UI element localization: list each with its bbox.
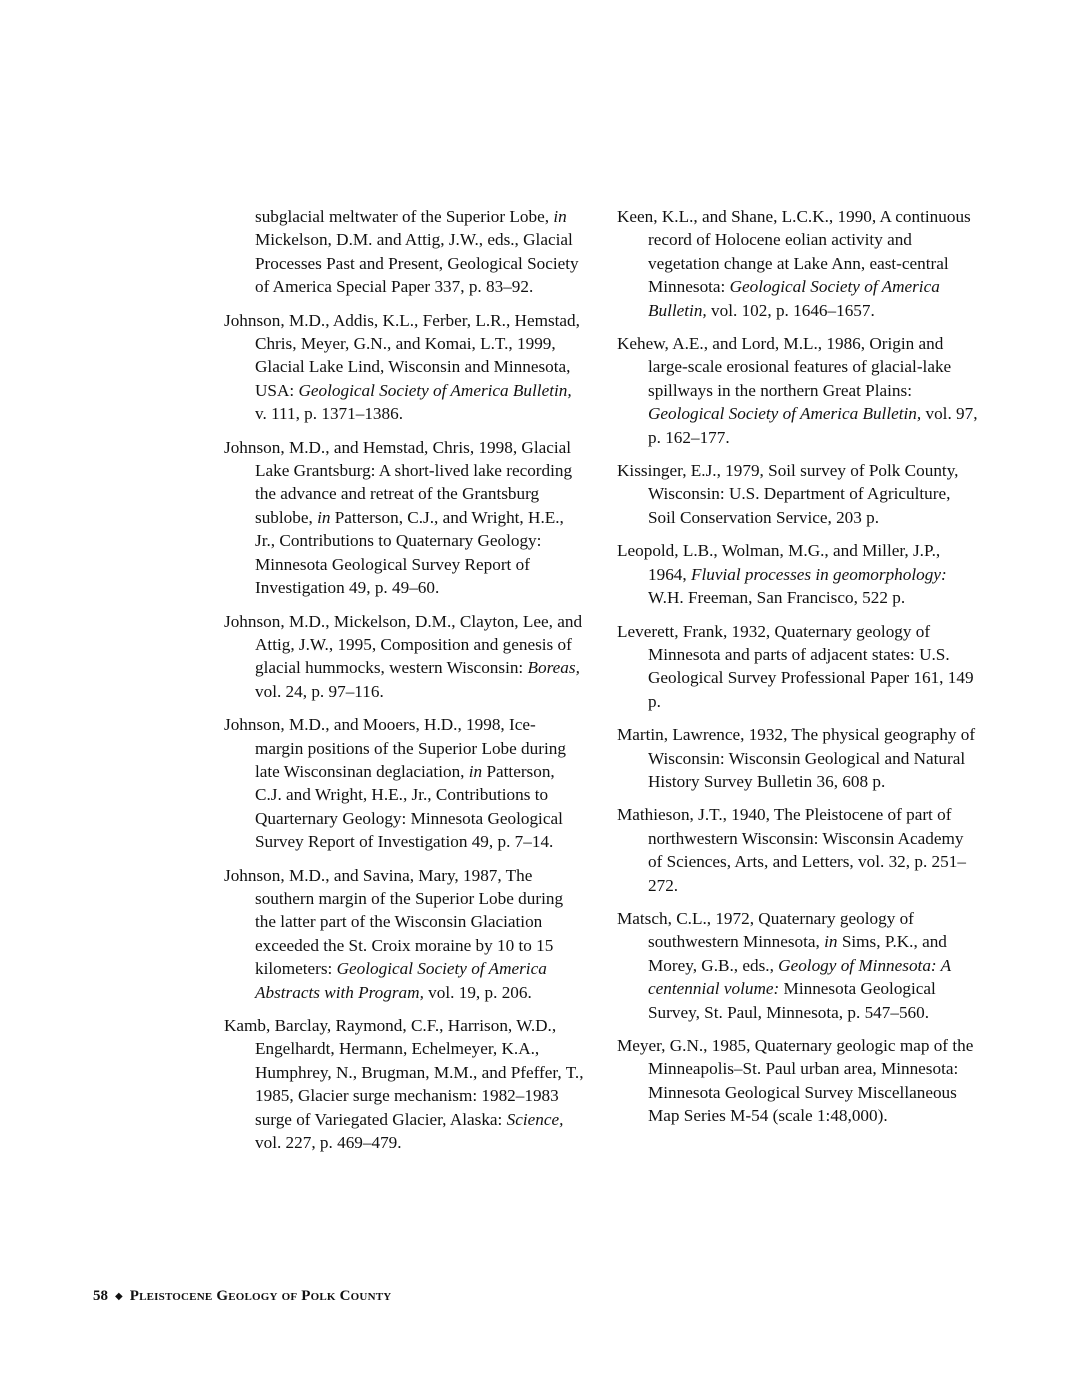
- reference-entry: Johnson, M.D., and Hemstad, Chris, 1998, Glacial Lake Grantsburg: A short-lived lake recording the advance and retreat of the Grantsburg sublobe, in Patterson, C.J., and Wright, H.E., Jr., Contributions to Quaternary Geology: Minnesota Geological Survey Report of Investigation 49, p. 49–60.: [224, 437, 573, 598]
- reference-entry: Meyer, G.N., 1985, Quaternary geologic map of the Minneapolis–St. Paul urban area, Minnesota: Minnesota Geological Survey Miscellaneous Map Series M-54 (scale 1:48,000).: [617, 1036, 974, 1126]
- reference-entry: Leopold, L.B., Wolman, M.G., and Miller, J.P., 1964, Fluvial processes in geomorphology: W.H. Freeman, San Francisco, 522 p.: [617, 541, 947, 608]
- reference-entry: subglacial meltwater of the Superior Lobe, in Mickelson, D.M. and Attig, J.W., eds., Glacial Processes Past and Present, Geological Society of America Special Paper 337, p. 83–92.: [255, 207, 579, 297]
- running-title: Pleistocene Geology of Polk County: [129, 1288, 392, 1304]
- reference-entry: Martin, Lawrence, 1932, The physical geography of Wisconsin: Wisconsin Geological and Natural History Survey Bulletin 36, 608 p.: [617, 725, 976, 791]
- page-number: 58: [93, 1288, 108, 1304]
- reference-entry: Matsch, C.L., 1972, Quaternary geology of southwestern Minnesota, in Sims, P.K., and Morey, G.B., eds., Geology of Minnesota: A centennial volume: Minnesota Geological Survey, St. Paul, Minnesota, p. 547–560.: [617, 908, 951, 1022]
- reference-entry: Mathieson, J.T., 1940, The Pleistocene of part of northwestern Wisconsin: Wisconsin Academy of Sciences, Arts, and Letters, vol. 32, p. 251–272.: [617, 805, 966, 895]
- reference-entry: Kamb, Barclay, Raymond, C.F., Harrison, W.D., Engelhardt, Hermann, Echelmeyer, K.A., Humphrey, N., Brugman, M.M., and Pfeffer, T., 1985, Glacier surge mechanism: 1982–1983 surge of Variegated Glacier, Alaska: Science, vol. 227, p. 469–479.: [224, 1016, 584, 1153]
- reference-entry: Johnson, M.D., and Mooers, H.D., 1998, Ice-margin positions of the Superior Lobe during late Wisconsinan deglaciation, in Patterson, C.J. and Wright, H.E., Jr., Contributions to Quarternary Geology: Minnesota Geological Survey Report of Investigation 49, p. 7–14.: [224, 715, 566, 852]
- references-left-column: [224, 205, 584, 1164]
- reference-entry: Leverett, Frank, 1932, Quaternary geology of Minnesota and parts of adjacent states: U.S. Geological Survey Professional Paper 161, 149 p.: [617, 621, 974, 711]
- references-right-column: [617, 205, 979, 1138]
- reference-entry: Kehew, A.E., and Lord, M.L., 1986, Origin and large-scale erosional features of glacial-lake spillways in the northern Great Plains: Geological Society of America Bulletin, vol. 97, p. 162–177.: [617, 334, 978, 447]
- page-footer: [93, 1288, 391, 1305]
- reference-entry: Kissinger, E.J., 1979, Soil survey of Polk County, Wisconsin: U.S. Department of Agriculture, Soil Conservation Service, 203 p.: [617, 461, 959, 527]
- reference-entry: Johnson, M.D., and Savina, Mary, 1987, The southern margin of the Superior Lobe during the latter part of the Wisconsin Glaciation exceeded the St. Croix moraine by 10 to 15 kilometers: Geological Society of America Abstracts with Program, vol. 19, p. 206.: [224, 865, 564, 1002]
- reference-entry: Johnson, M.D., Addis, K.L., Ferber, L.R., Hemstad, Chris, Meyer, G.N., and Komai, L.T., 1999, Glacial Lake Lind, Wisconsin and Minnesota, USA: Geological Society of America Bulletin, v. 111, p. 1371–1386.: [224, 310, 580, 424]
- diamond-separator-icon: ◆: [115, 1291, 123, 1302]
- reference-entry: Keen, K.L., and Shane, L.C.K., 1990, A continuous record of Holocene eolian activity and vegetation change at Lake Ann, east-central Minnesota: Geological Society of America Bulletin, vol. 102, p. 1646–1657.: [617, 207, 971, 320]
- reference-entry: Johnson, M.D., Mickelson, D.M., Clayton, Lee, and Attig, J.W., 1995, Composition and genesis of glacial hummocks, western Wisconsin: Boreas, vol. 24, p. 97–116.: [224, 611, 583, 701]
